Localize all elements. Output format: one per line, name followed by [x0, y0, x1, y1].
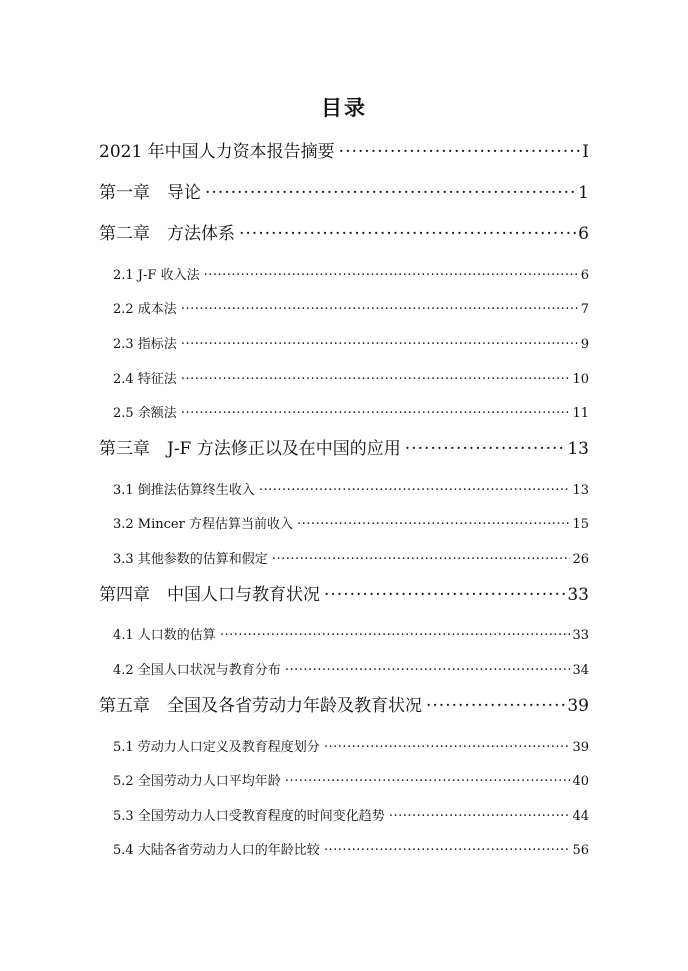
toc-entry-label: 第三章 J-F 方法修正以及在中国的应用 [99, 439, 401, 459]
toc-entry-chapter-4[interactable] [99, 580, 589, 605]
toc-entry-chapter-3[interactable] [99, 434, 589, 459]
toc-entry-chapter-1[interactable] [99, 178, 589, 203]
toc-page-number: 1 [578, 183, 589, 203]
toc-entry-label: 第二章 方法体系 [99, 224, 235, 244]
toc-entry-chapter-2[interactable] [99, 219, 589, 244]
toc-entry-2-4[interactable] [113, 368, 589, 387]
toc-entry-2-3[interactable] [113, 333, 589, 352]
toc-page-number: 44 [572, 809, 589, 824]
toc-page-number: 10 [572, 372, 589, 387]
toc-entry-label: 2021 年中国人力资本报告摘要 [99, 142, 335, 162]
toc-page-number: 33 [572, 628, 589, 643]
leader-dots [239, 222, 576, 239]
toc-entry-3-3[interactable] [113, 548, 589, 567]
leader-dots [324, 738, 571, 751]
toc-entry-label: 4.1 人口数的估算 [113, 628, 216, 643]
toc-entry-5-1[interactable] [113, 736, 589, 755]
leader-dots [181, 404, 571, 417]
toc-entry-label: 5.3 全国劳动力人口受教育程度的时间变化趋势 [113, 809, 385, 824]
toc-page-number: 34 [572, 663, 589, 678]
toc-entry-label: 2.4 特征法 [113, 372, 177, 387]
leader-dots [181, 335, 579, 348]
toc-entry-3-1[interactable] [113, 479, 589, 498]
toc-page-number: 33 [567, 585, 589, 605]
toc-entry-label: 2.3 指标法 [113, 337, 177, 352]
toc-entry-4-2[interactable] [113, 659, 589, 678]
leader-dots [324, 583, 565, 600]
toc-entry-label: 2.5 余额法 [113, 406, 177, 421]
toc-entry-4-1[interactable] [113, 624, 589, 643]
page-title: 目录 [321, 95, 367, 120]
leader-dots [426, 694, 565, 711]
leader-dots [272, 550, 571, 563]
leader-dots [181, 370, 571, 383]
toc-entry-summary[interactable] [99, 137, 589, 162]
toc-page-number: 11 [572, 406, 589, 421]
leader-dots [405, 437, 566, 454]
toc-page-number: 26 [572, 552, 589, 567]
toc-entry-3-2[interactable] [113, 513, 589, 532]
leader-dots [389, 807, 571, 820]
toc-page-number: 7 [580, 302, 589, 317]
toc-page-number: 13 [567, 439, 589, 459]
toc-entry-label: 3.1 倒推法估算终生收入 [113, 483, 255, 498]
toc-entry-label: 3.2 Mincer 方程估算当前收入 [113, 517, 293, 532]
toc-entry-label: 第一章 导论 [99, 183, 201, 203]
toc-page-number: 39 [572, 740, 589, 755]
toc-page-number: 9 [580, 337, 589, 352]
leader-dots [259, 481, 571, 494]
leader-dots [220, 626, 571, 639]
toc-entry-label: 5.2 全国劳动力人口平均年龄 [113, 774, 281, 789]
toc-page-number: 39 [567, 696, 589, 716]
toc-entry-label: 第五章 全国及各省劳动力年龄及教育状况 [99, 696, 422, 716]
toc-entry-label: 2.2 成本法 [113, 302, 177, 317]
leader-dots [204, 266, 579, 279]
leader-dots [205, 181, 576, 198]
toc-entry-2-2[interactable] [113, 298, 589, 317]
toc-page-number: I [582, 142, 589, 162]
toc-entry-label: 5.1 劳动力人口定义及教育程度划分 [113, 740, 320, 755]
toc-entry-5-2[interactable] [113, 770, 589, 789]
leader-dots [297, 515, 570, 528]
toc-entry-2-1[interactable] [113, 264, 589, 283]
toc-page-number: 13 [572, 483, 589, 498]
leader-dots [285, 772, 571, 785]
toc-page-number: 15 [572, 517, 589, 532]
toc-entry-label: 2.1 J-F 收入法 [113, 268, 200, 283]
leader-dots [181, 300, 579, 313]
toc-page-number: 6 [580, 268, 589, 283]
leader-dots [324, 841, 571, 854]
toc-entry-5-3[interactable] [113, 805, 589, 824]
toc-entry-label: 3.3 其他参数的估算和假定 [113, 552, 268, 567]
toc-entry-label: 4.2 全国人口状况与教育分布 [113, 663, 281, 678]
toc-entry-label: 5.4 大陆各省劳动力人口的年龄比较 [113, 843, 320, 858]
toc-page-number: 56 [572, 843, 589, 858]
toc-entry-5-4[interactable] [113, 839, 589, 858]
leader-dots [285, 661, 571, 674]
toc-entry-chapter-5[interactable] [99, 691, 589, 716]
toc-page-number: 6 [578, 224, 589, 244]
toc-entry-label: 第四章 中国人口与教育状况 [99, 585, 320, 605]
toc-entry-2-5[interactable] [113, 402, 589, 421]
toc-page-number: 40 [572, 774, 589, 789]
leader-dots [339, 140, 581, 157]
